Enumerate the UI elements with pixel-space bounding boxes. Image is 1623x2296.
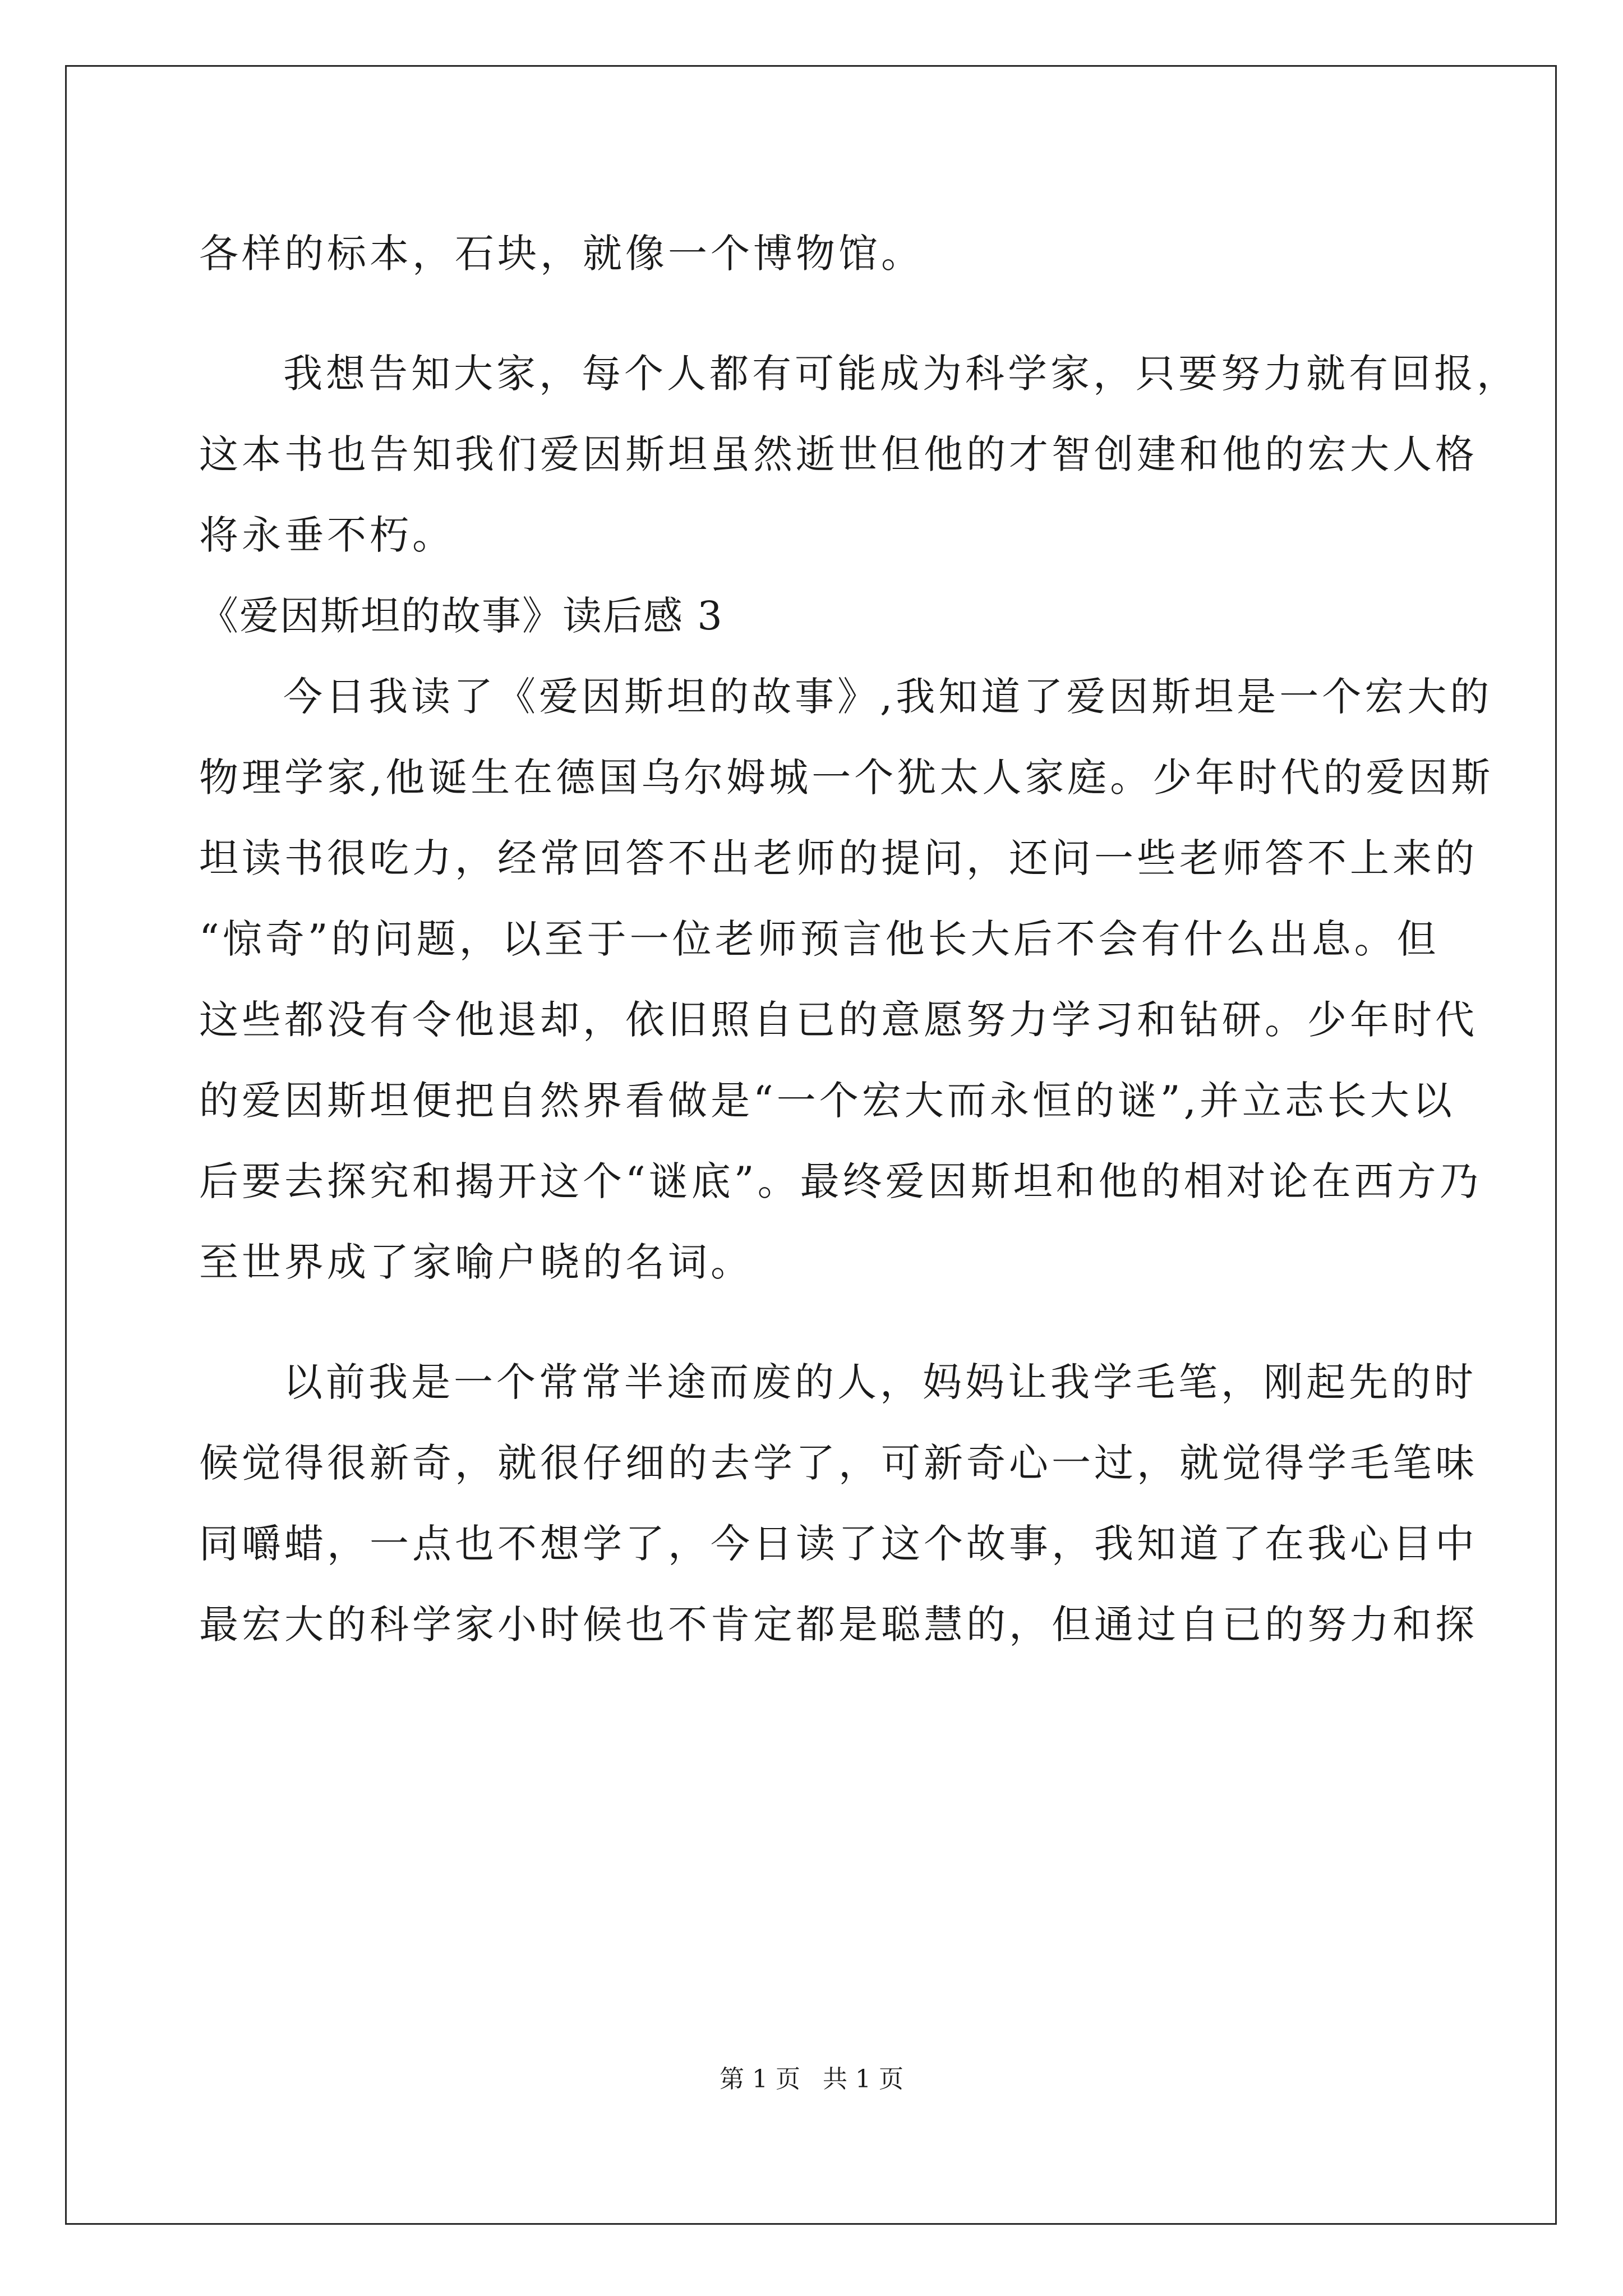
text-line: “惊奇”的问题，以至于一位老师预言他长大后不会有什么出息。但 xyxy=(199,916,1440,962)
text-line: 同嚼蜡，一点也不想学了，今日读了这个故事，我知道了在我心目中 xyxy=(199,1521,1478,1567)
text-line: 各样的标本，石块，就像一个博物馆。 xyxy=(199,231,924,277)
paragraph-start-line: 我想告知大家，每个人都有可能成为科学家，只要努力就有回报， xyxy=(283,351,1519,397)
section-heading: 《爱因斯坦的故事》读后感 3 xyxy=(199,593,723,639)
text-line: 后要去探究和揭开这个“谜底”。最终爱因斯坦和他的相对论在西方乃 xyxy=(199,1158,1482,1204)
text-line: 将永垂不朽。 xyxy=(199,512,455,558)
paragraph-start-line: 今日我读了《爱因斯坦的故事》,我知道了爱因斯坦是一个宏大的 xyxy=(283,674,1493,720)
text-line: 这本书也告知我们爱因斯坦虽然逝世但他的才智创建和他的宏大人格 xyxy=(199,431,1478,477)
text-line: 物理学家,他诞生在德国乌尔姆城一个犹太人家庭。少年时代的爱因斯 xyxy=(199,754,1494,800)
text-line: 这些都没有令他退却，依旧照自已的意愿努力学习和钻研。少年时代 xyxy=(199,997,1478,1043)
page-total: 共 1 页 xyxy=(823,2065,903,2093)
text-line: 至世界成了家喻户晓的名词。 xyxy=(199,1239,753,1285)
document-body xyxy=(199,213,1519,1665)
text-line: 的爱因斯坦便把自然界看做是“一个宏大而永恒的谜”,并立志长大以 xyxy=(199,1078,1455,1124)
text-line: 最宏大的科学家小时候也不肯定都是聪慧的，但通过自已的努力和探 xyxy=(199,1602,1478,1648)
page-number: 第 1 页 xyxy=(720,2065,800,2093)
paragraph-start-line: 以前我是一个常常半途而废的人，妈妈让我学毛笔，刚起先的时 xyxy=(283,1359,1477,1405)
page-footer xyxy=(0,2059,1623,2095)
text-line: 候觉得很新奇，就很仔细的去学了，可新奇心一过，就觉得学毛笔味 xyxy=(199,1440,1478,1486)
text-line: 坦读书很吃力，经常回答不出老师的提问，还问一些老师答不上来的 xyxy=(199,835,1478,881)
